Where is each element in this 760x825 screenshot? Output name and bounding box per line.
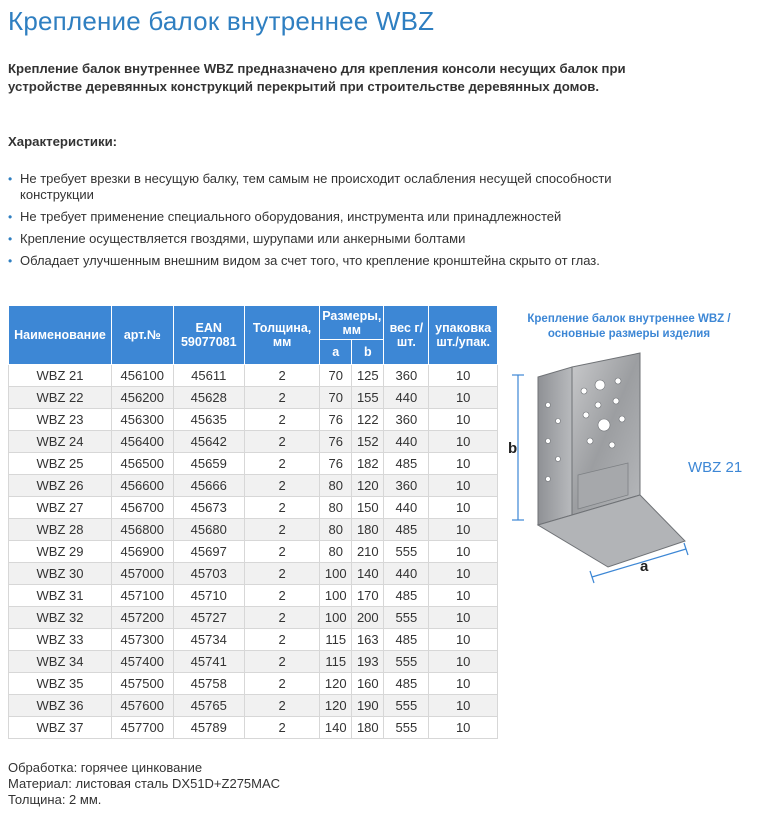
- cell: 182: [352, 453, 384, 475]
- cell: 457200: [111, 607, 173, 629]
- cell: 456700: [111, 497, 173, 519]
- cell: 2: [245, 387, 320, 409]
- cell: 45635: [173, 409, 245, 431]
- cell: 190: [352, 695, 384, 717]
- table-row: [9, 387, 498, 409]
- table-row: [9, 673, 498, 695]
- cell: WBZ 22: [9, 387, 112, 409]
- cell: WBZ 25: [9, 453, 112, 475]
- cell: 45758: [173, 673, 245, 695]
- cell: 80: [320, 541, 352, 563]
- header-ean: EAN 59077081: [173, 306, 245, 365]
- footer-processing: Обработка: горячее цинкование: [8, 760, 203, 775]
- cell: 10: [429, 629, 498, 651]
- feature-item: [8, 171, 618, 203]
- cell: 100: [320, 607, 352, 629]
- cell: 360: [384, 475, 429, 497]
- cell: 456200: [111, 387, 173, 409]
- feature-item: [8, 253, 618, 269]
- cell: 10: [429, 651, 498, 673]
- cell: 80: [320, 497, 352, 519]
- cell: 180: [352, 519, 384, 541]
- intro-brand: WBZ: [203, 61, 234, 76]
- cell: 10: [429, 365, 498, 387]
- cell: 45680: [173, 519, 245, 541]
- cell: 10: [429, 585, 498, 607]
- cell: WBZ 24: [9, 431, 112, 453]
- cell: 10: [429, 563, 498, 585]
- cell: 115: [320, 629, 352, 651]
- table-row: [9, 629, 498, 651]
- table-row: [9, 651, 498, 673]
- cell: 45611: [173, 365, 245, 387]
- cell: 440: [384, 497, 429, 519]
- cell: WBZ 26: [9, 475, 112, 497]
- table-row: [9, 519, 498, 541]
- cell: 555: [384, 541, 429, 563]
- cell: 2: [245, 563, 320, 585]
- cell: 45710: [173, 585, 245, 607]
- cell: 456900: [111, 541, 173, 563]
- cell: 555: [384, 695, 429, 717]
- caption-rest: / основные размеры изделия: [547, 313, 731, 340]
- cell: WBZ 27: [9, 497, 112, 519]
- cell: 100: [320, 563, 352, 585]
- cell: 457600: [111, 695, 173, 717]
- cell: 456100: [111, 365, 173, 387]
- table-row: [9, 475, 498, 497]
- cell: 45765: [173, 695, 245, 717]
- cell: 485: [384, 629, 429, 651]
- header-a: a: [320, 340, 352, 365]
- cell: 485: [384, 453, 429, 475]
- cell: 2: [245, 365, 320, 387]
- bracket-diagram: [500, 345, 758, 595]
- header-pack: упаковка шт./упак.: [429, 306, 498, 365]
- cell: 555: [384, 651, 429, 673]
- cell: 485: [384, 585, 429, 607]
- cell: WBZ 34: [9, 651, 112, 673]
- dimension-a-label: a: [640, 558, 649, 575]
- cell: 120: [352, 475, 384, 497]
- spec-table: [8, 305, 498, 739]
- feature-text: Обладает улучшенным внешним видом за счет того, что крепление кронштейна скрыто от глаз.: [20, 253, 600, 268]
- cell: 10: [429, 497, 498, 519]
- characteristics-heading: Характеристики:: [8, 134, 118, 149]
- cell: 152: [352, 431, 384, 453]
- cell: 125: [352, 365, 384, 387]
- cell: 457500: [111, 673, 173, 695]
- header-sizes: Размеры, мм: [320, 306, 384, 340]
- cell: 150: [352, 497, 384, 519]
- cell: 360: [384, 365, 429, 387]
- cell: WBZ 28: [9, 519, 112, 541]
- cell: 2: [245, 519, 320, 541]
- cell: WBZ 35: [9, 673, 112, 695]
- cell: 457300: [111, 629, 173, 651]
- page-title: Крепление балок внутреннее WBZ: [8, 6, 435, 36]
- table-row: [9, 541, 498, 563]
- bullet-icon: •: [8, 172, 13, 186]
- table-row: [9, 563, 498, 585]
- table-row: [9, 695, 498, 717]
- header-art: арт.№: [111, 306, 173, 365]
- cell: 100: [320, 585, 352, 607]
- table-row: [9, 453, 498, 475]
- cell: 45727: [173, 607, 245, 629]
- cell: WBZ 36: [9, 695, 112, 717]
- cell: 140: [320, 717, 352, 739]
- cell: 76: [320, 409, 352, 431]
- cell: WBZ 31: [9, 585, 112, 607]
- cell: 440: [384, 387, 429, 409]
- header-weight: вес г/шт.: [384, 306, 429, 365]
- cell: 45697: [173, 541, 245, 563]
- dimension-b-label: b: [508, 440, 518, 457]
- cell: WBZ 33: [9, 629, 112, 651]
- cell: 2: [245, 431, 320, 453]
- feature-text: Не требует врезки в несущую балку, тем самым не происходит ослабления несущей способности конструкции: [20, 171, 612, 202]
- cell: 10: [429, 431, 498, 453]
- cell: 10: [429, 453, 498, 475]
- cell: 440: [384, 431, 429, 453]
- footer-material: Материал: листовая сталь DX51D+Z275MAC: [8, 776, 281, 791]
- cell: 155: [352, 387, 384, 409]
- cell: 210: [352, 541, 384, 563]
- cell: 10: [429, 519, 498, 541]
- cell: 45789: [173, 717, 245, 739]
- feature-item: [8, 231, 618, 247]
- cell: 120: [320, 673, 352, 695]
- table-row: [9, 497, 498, 519]
- cell: 45628: [173, 387, 245, 409]
- cell: 2: [245, 409, 320, 431]
- cell: 485: [384, 673, 429, 695]
- cell: 10: [429, 409, 498, 431]
- cell: WBZ 29: [9, 541, 112, 563]
- cell: 2: [245, 497, 320, 519]
- cell: 160: [352, 673, 384, 695]
- cell: 457100: [111, 585, 173, 607]
- cell: 120: [320, 695, 352, 717]
- cell: 180: [352, 717, 384, 739]
- cell: 45673: [173, 497, 245, 519]
- cell: 360: [384, 409, 429, 431]
- cell: 457700: [111, 717, 173, 739]
- cell: 80: [320, 519, 352, 541]
- cell: 2: [245, 475, 320, 497]
- cell: 45703: [173, 563, 245, 585]
- features-list: [8, 171, 618, 275]
- cell: 140: [352, 563, 384, 585]
- feature-item: [8, 209, 618, 225]
- cell: 45659: [173, 453, 245, 475]
- caption-brand: Крепление балок внутреннее WBZ: [527, 313, 725, 325]
- cell: 163: [352, 629, 384, 651]
- bullet-icon: •: [8, 232, 13, 246]
- bracket-side-flange: [538, 367, 572, 525]
- footer-info: [8, 760, 280, 808]
- cell: 10: [429, 475, 498, 497]
- feature-text: Не требует применение специального оборудования, инструмента или принадлежностей: [20, 209, 562, 224]
- cell: 70: [320, 387, 352, 409]
- cell: 193: [352, 651, 384, 673]
- table-row: [9, 409, 498, 431]
- cell: 10: [429, 387, 498, 409]
- table-row: [9, 717, 498, 739]
- cell: 457400: [111, 651, 173, 673]
- cell: 456800: [111, 519, 173, 541]
- cell: 2: [245, 695, 320, 717]
- cell: 200: [352, 607, 384, 629]
- cell: 10: [429, 695, 498, 717]
- bullet-icon: •: [8, 210, 13, 224]
- cell: 2: [245, 629, 320, 651]
- cell: 10: [429, 717, 498, 739]
- table-row: [9, 607, 498, 629]
- cell: 2: [245, 717, 320, 739]
- table-row: [9, 431, 498, 453]
- cell: 70: [320, 365, 352, 387]
- intro-text: предназначено для крепления консоли несущих балок при устройстве деревянных конструкций перекрытий при строительстве деревянных домов.: [8, 61, 626, 94]
- cell: 45642: [173, 431, 245, 453]
- cell: 456600: [111, 475, 173, 497]
- cell: WBZ 30: [9, 563, 112, 585]
- cell: 456500: [111, 453, 173, 475]
- model-label: WBZ 21: [688, 459, 743, 476]
- cell: 115: [320, 651, 352, 673]
- cell: 2: [245, 651, 320, 673]
- cell: 45741: [173, 651, 245, 673]
- cell: 170: [352, 585, 384, 607]
- cell: 122: [352, 409, 384, 431]
- cell: 457000: [111, 563, 173, 585]
- cell: 45734: [173, 629, 245, 651]
- table-row: [9, 365, 498, 387]
- cell: 2: [245, 673, 320, 695]
- cell: 76: [320, 431, 352, 453]
- feature-text: Крепление осуществляется гвоздями, шурупами или анкерными болтами: [20, 231, 466, 246]
- cell: 555: [384, 607, 429, 629]
- cell: 10: [429, 541, 498, 563]
- cell: WBZ 32: [9, 607, 112, 629]
- cell: WBZ 23: [9, 409, 112, 431]
- cell: 555: [384, 717, 429, 739]
- table-row: [9, 585, 498, 607]
- cell: 10: [429, 607, 498, 629]
- cell: WBZ 37: [9, 717, 112, 739]
- cell: 2: [245, 585, 320, 607]
- cell: 456400: [111, 431, 173, 453]
- cell: 2: [245, 607, 320, 629]
- cell: 440: [384, 563, 429, 585]
- cell: 80: [320, 475, 352, 497]
- intro-prefix: Крепление балок внутреннее: [8, 61, 204, 76]
- intro-paragraph: [8, 60, 628, 96]
- cell: 2: [245, 541, 320, 563]
- footer-thickness: Толщина: 2 мм.: [8, 792, 102, 807]
- cell: 10: [429, 673, 498, 695]
- header-b: b: [352, 340, 384, 365]
- header-name: Наименование: [9, 306, 112, 365]
- header-thickness: Толщина, мм: [245, 306, 320, 365]
- cell: 45666: [173, 475, 245, 497]
- diagram-caption: [500, 312, 758, 342]
- cell: WBZ 21: [9, 365, 112, 387]
- cell: 485: [384, 519, 429, 541]
- cell: 456300: [111, 409, 173, 431]
- cell: 76: [320, 453, 352, 475]
- cell: 2: [245, 453, 320, 475]
- bullet-icon: •: [8, 254, 13, 268]
